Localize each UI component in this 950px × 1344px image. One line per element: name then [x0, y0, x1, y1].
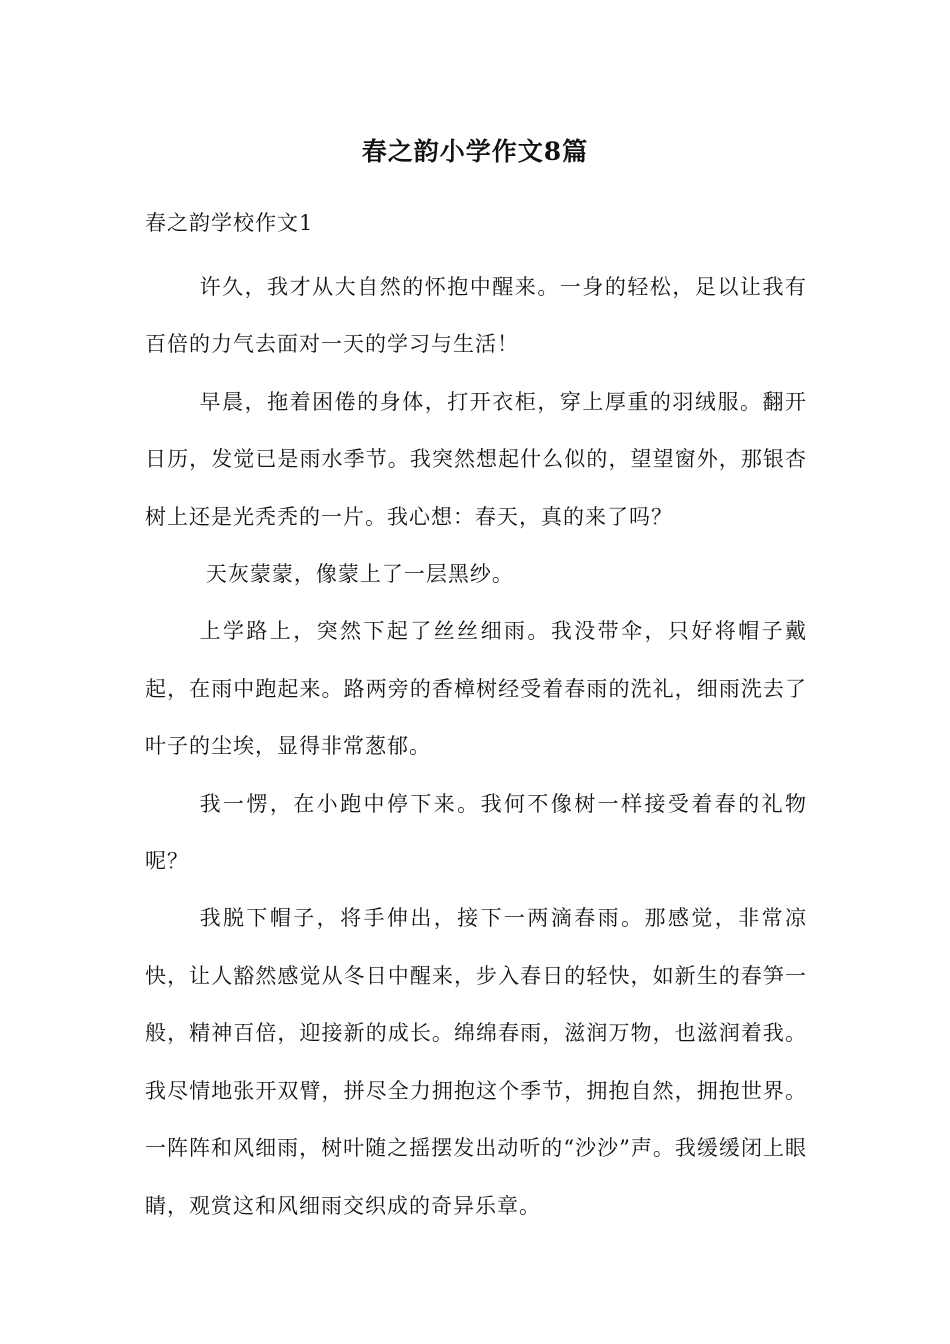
- section-heading: 春之韵学校作文1: [145, 211, 314, 235]
- document-body: [145, 259, 807, 1235]
- paragraph: 我一愣，在小跑中停下来。我何不像树一样接受着春的礼物呢？: [145, 791, 807, 874]
- paragraph: 上学路上，突然下起了丝丝细雨。我没带伞，只好将帽子戴起，在雨中跑起来。路两旁的香樟树经受着春雨的洗礼，细雨洗去了叶子的尘埃，显得非常葱郁。: [145, 619, 807, 759]
- document-title: 春之韵小学作文8篇: [361, 137, 589, 166]
- paragraph: 我脱下帽子，将手伸出，接下一两滴春雨。那感觉，非常凉快，让人豁然感觉从冬日中醒来，步入春日的轻快，如新生的春笋一般，精神百倍，迎接新的成长。绵绵春雨，滋润万物，也滋润着我。我尽情地张开双臂，拼尽全力拥抱这个季节，拥抱自然，拥抱世界。一阵阵和风细雨，树叶随之摇摆发出动听的“沙沙”声。我缓缓闭上眼睛，观赏这和风细雨交织成的奇异乐章。: [145, 906, 807, 1218]
- paragraph: 许久，我才从大自然的怀抱中醒来。一身的轻松，足以让我有百倍的力气去面对一天的学习与生活！: [145, 275, 807, 357]
- paragraph: 早晨，拖着困倦的身体，打开衣柜，穿上厚重的羽绒服。翻开日历，发觉已是雨水季节。我突然想起什么似的，望望窗外，那银杏树上还是光秃秃的一片。我心想：春天，真的来了吗？: [145, 389, 807, 529]
- paragraph: 天灰蒙蒙，像蒙上了一层黑纱。: [205, 562, 514, 587]
